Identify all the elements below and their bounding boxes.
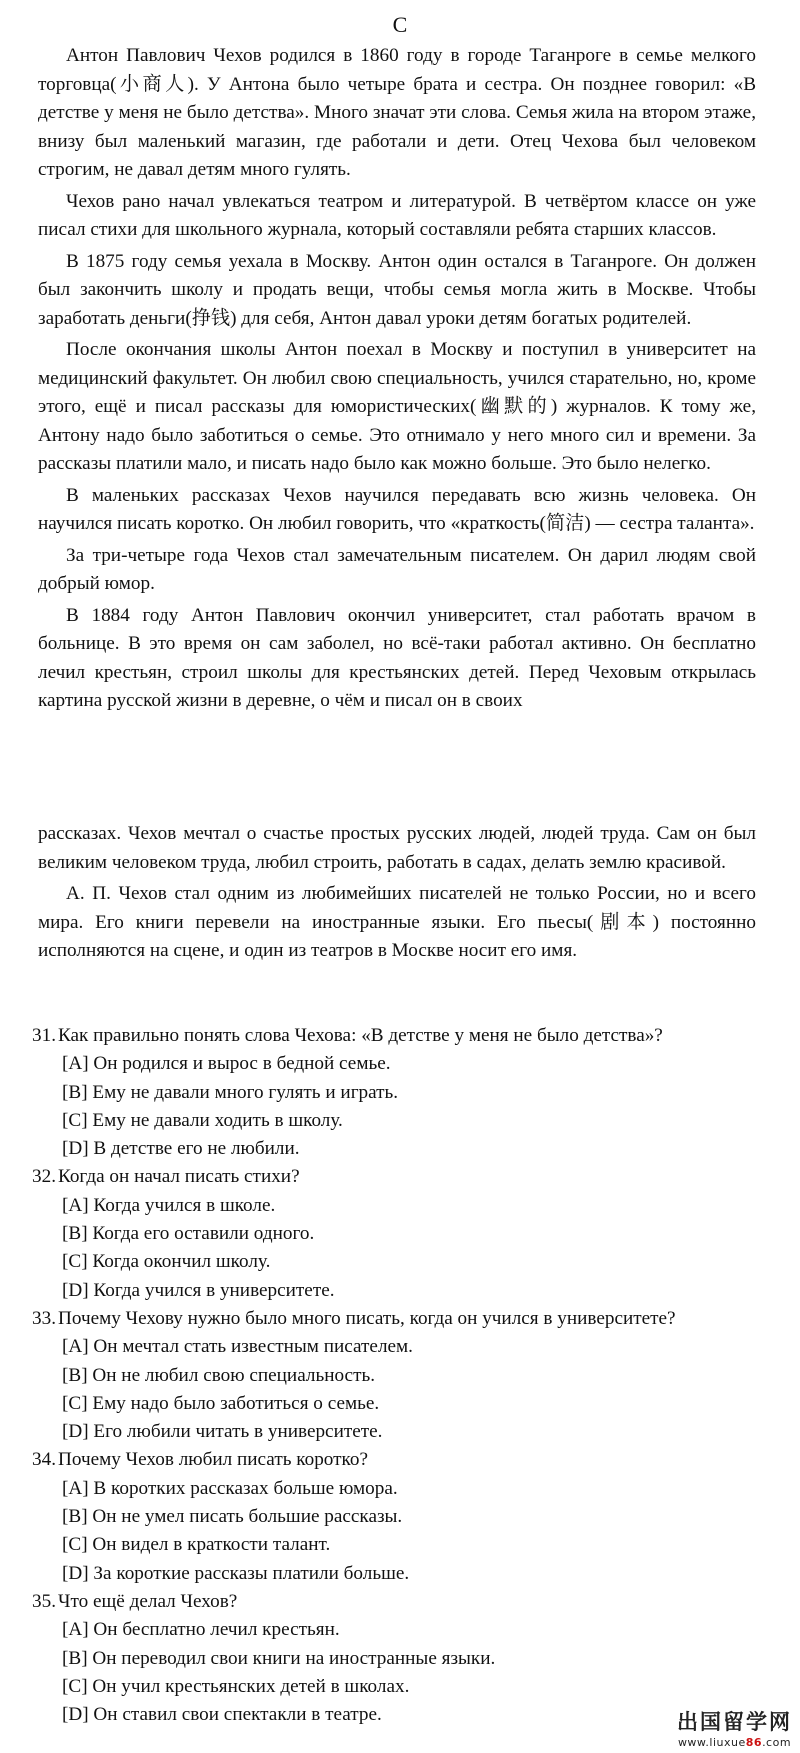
question-number: 33. xyxy=(32,1307,56,1329)
answer-option: [D] Он ставил свои спектакли в театре. xyxy=(62,1704,382,1726)
question-text: Как правильно понять слова Чехова: «В детстве у меня не было детства»? xyxy=(58,1025,663,1046)
passage-paragraph: А. П. Чехов стал одним из любимейших писателей не только России, но и всего мира. Его книги перевели на иностранные языки. Его пьесы(剧本) постоянно исполняются на сцене, и один из театров в Москве носит его имя. xyxy=(38,883,756,961)
answer-option: [A] Он мечтал стать известным писателем. xyxy=(62,1336,413,1358)
reading-passage xyxy=(38,42,756,719)
answer-option: [C] Он учил крестьянских детей в школах. xyxy=(62,1675,410,1697)
question-text: Почему Чехову нужно было много писать, когда он учился в университете? xyxy=(58,1307,676,1329)
passage-paragraph: В 1875 году семья уехала в Москву. Антон один остался в Таганроге. Он должен был закончить школу и продать вещи, чтобы семья могла жить в Москве. Чтобы заработать деньги(挣钱) для себя, Антон давал уроки детям богатых родителей. xyxy=(38,250,756,329)
question-34 xyxy=(32,1446,772,1587)
section-letter: C xyxy=(392,12,408,37)
question-35 xyxy=(32,1588,772,1729)
answer-option: [C] Когда окончил школу. xyxy=(62,1251,271,1273)
answer-option: [B] Он не любил свою специальность. xyxy=(62,1364,375,1386)
question-number: 32. xyxy=(32,1166,56,1188)
answer-option: [A] Когда учился в школе. xyxy=(62,1194,276,1216)
answer-option: [B] Он не умел писать большие рассказы. xyxy=(62,1506,403,1528)
question-text: Когда он начал писать стихи? xyxy=(58,1166,300,1188)
answer-options xyxy=(62,1475,772,1588)
reading-passage-continued xyxy=(38,820,756,969)
answer-options xyxy=(62,1333,772,1446)
passage-paragraph: За три-четыре года Чехов стал замечательным писателем. Он дарил людям свой добрый юмор. xyxy=(38,544,756,594)
question-list xyxy=(32,1022,772,1729)
answer-options xyxy=(62,1192,772,1305)
question-number: 31. xyxy=(32,1025,56,1046)
answer-option: [A] Он родился и вырос в бедной семье. xyxy=(62,1053,391,1075)
passage-paragraph: В 1884 году Антон Павлович окончил университет, стал работать врачом в больнице. В это время он сам заболел, но всё-таки работал активно. Он бесплатно лечил крестьян, строил школы для крестьянских детей. Перед Чеховым открылась картина русской жизни в деревне, о чём и писал он в своих xyxy=(38,604,756,711)
answer-options xyxy=(62,1616,772,1729)
answer-option: [D] Когда учился в университете. xyxy=(62,1279,335,1301)
site-logo xyxy=(677,1706,792,1749)
answer-option: [C] Ему надо было заботиться о семье. xyxy=(62,1392,380,1414)
answer-option: [A] Он бесплатно лечил крестьян. xyxy=(62,1619,340,1641)
answer-option: [B] Ему не давали много гулять и играть. xyxy=(62,1081,399,1103)
logo-url: www.liuxue86.com xyxy=(677,1736,792,1749)
question-text: Почему Чехов любил писать коротко? xyxy=(58,1449,368,1471)
answer-option: [C] Он видел в краткости талант. xyxy=(62,1534,331,1556)
question-number: 34. xyxy=(32,1449,56,1471)
question-33 xyxy=(32,1305,772,1446)
answer-option: [C] Ему не давали ходить в школу. xyxy=(62,1109,343,1131)
passage-paragraph: Чехов рано начал увлекаться театром и литературой. В четвёртом классе он уже писал стихи для школьного журнала, который составляли ребята старших классов. xyxy=(38,190,756,240)
passage-paragraph: В маленьких рассказах Чехов научился передавать всю жизнь человека. Он научился писать коротко. Он любил говорить, что «краткость(简洁) — сестра таланта». xyxy=(38,484,756,534)
answer-option: [D] Его любили читать в университете. xyxy=(62,1421,383,1443)
question-number: 35. xyxy=(32,1590,56,1612)
answer-option: [B] Когда его оставили одного. xyxy=(62,1223,315,1245)
answer-options xyxy=(62,1050,772,1163)
question-32 xyxy=(32,1163,772,1304)
passage-paragraph: Антон Павлович Чехов родился в 1860 году в городе Таганроге в семье мелкого торговца(小商人). У Антона было четыре брата и сестра. Он позднее говорил: «В детстве у меня не было детства». Много значат эти слова. Семья жила на втором этаже, внизу был маленький магазин, где работали и дети. Отец Чехова был человеком строгим, не давал детям много гулять. xyxy=(38,45,756,180)
logo-name: 出国留学网 xyxy=(677,1710,792,1734)
passage-paragraph: После окончания школы Антон поехал в Москву и поступил в университет на медицинский факультет. Он любил свою специальность, учился старательно, но, кроме этого, ещё и писал рассказы для юмористических(幽默的) журналов. К тому же, Антону надо было заботиться о семье. Это отнимало у него много сил и времени. За рассказы платили мало, и писать надо было как можно больше. Это было нелегко. xyxy=(38,339,756,474)
passage-continuation: рассказах. Чехов мечтал о счастье простых русских людей, людей труда. Сам он был великим человеком труда, любил строить, работать в садах, делать землю красивой. xyxy=(38,823,756,873)
question-31 xyxy=(32,1022,772,1163)
question-text: Что ещё делал Чехов? xyxy=(58,1590,238,1612)
answer-option: [D] В детстве его не любили. xyxy=(62,1138,300,1160)
answer-option: [A] В коротких рассказах больше юмора. xyxy=(62,1477,398,1499)
answer-option: [D] За короткие рассказы платили больше. xyxy=(62,1562,410,1584)
answer-option: [B] Он переводил свои книги на иностранные языки. xyxy=(62,1647,496,1669)
